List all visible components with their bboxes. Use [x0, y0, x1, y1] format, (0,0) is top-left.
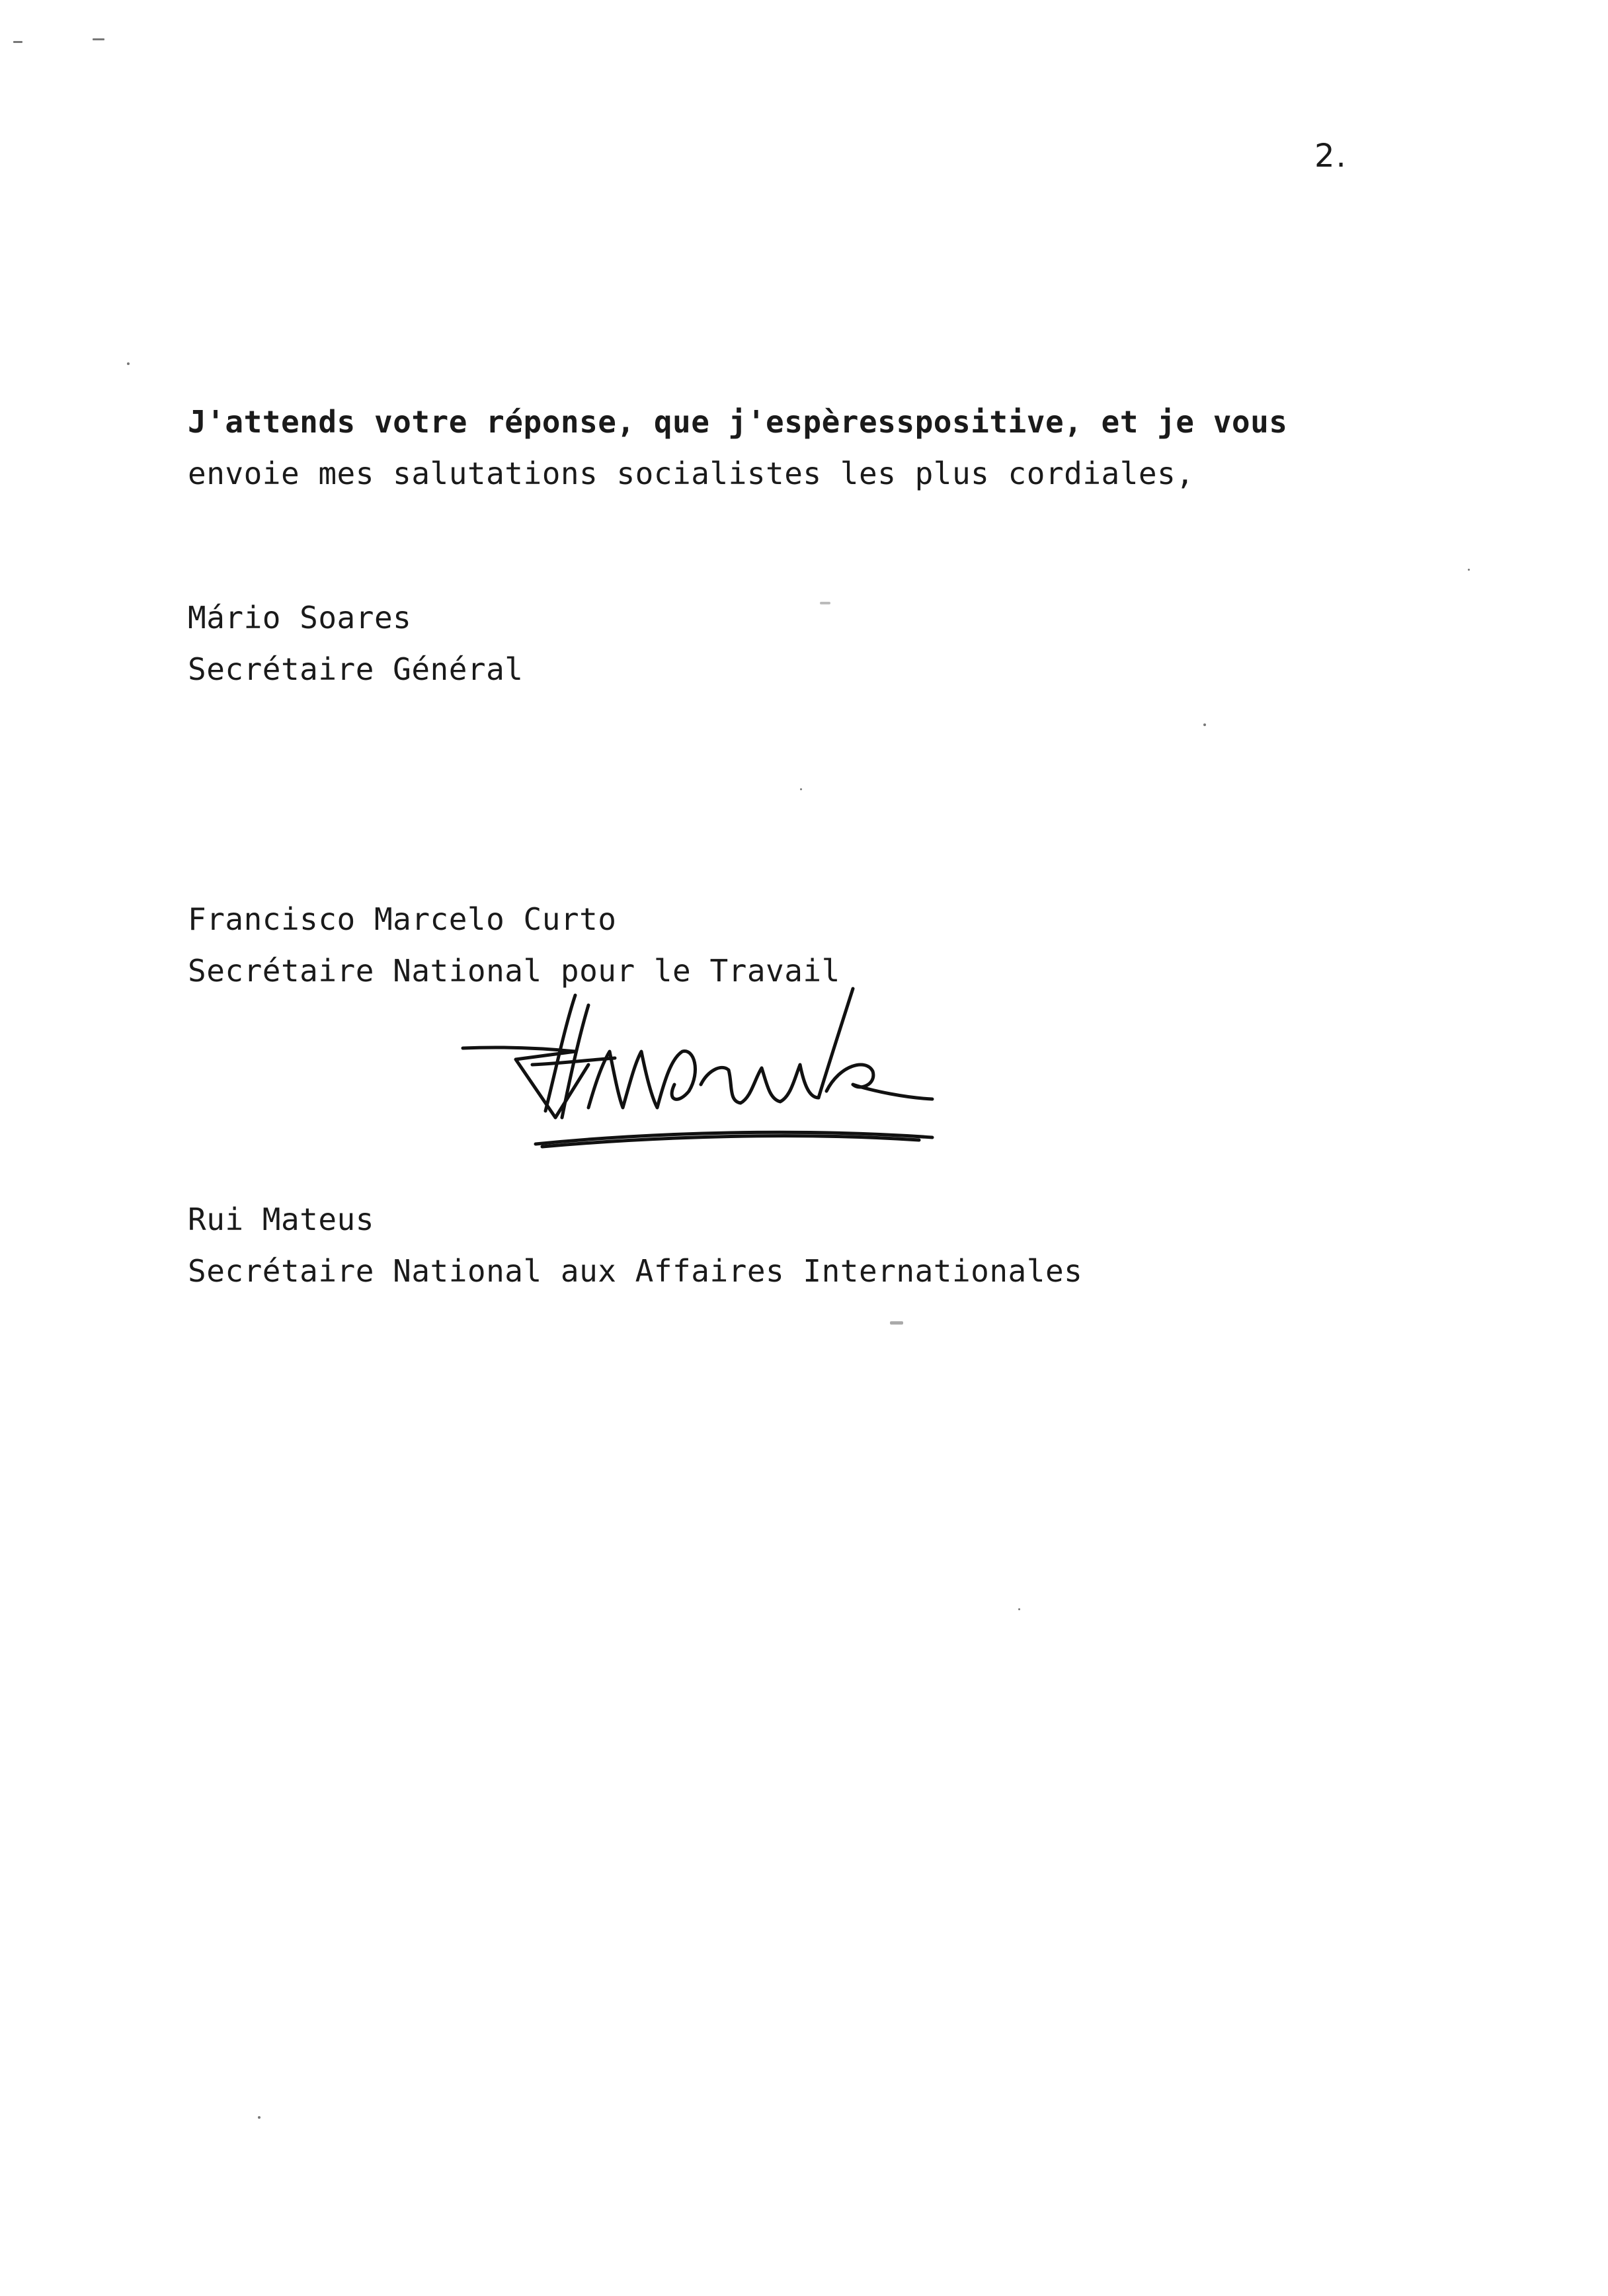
speck — [127, 362, 130, 365]
speck — [820, 602, 830, 604]
speck — [1018, 1608, 1020, 1610]
body-line-1: J'attends votre réponse, que j'espèresspositive, et je vous — [188, 404, 1288, 440]
signatory-1-name: Mário Soares — [188, 600, 412, 636]
speck — [258, 2116, 261, 2119]
speck — [1203, 723, 1206, 726]
speck — [93, 38, 104, 40]
page-number: 2. — [1314, 138, 1347, 175]
signatory-2-title: Secrétaire National pour le Travail — [188, 953, 840, 989]
body-line-2: envoie mes salutations socialistes les plus cordiales, — [188, 456, 1195, 491]
signatory-1-title: Secrétaire Général — [188, 651, 524, 687]
speck — [1468, 569, 1470, 571]
handwritten-signature — [456, 985, 945, 1170]
signatory-3-title: Secrétaire National aux Affaires Internationales — [188, 1253, 1083, 1289]
speck — [13, 41, 22, 43]
speck — [890, 1321, 903, 1325]
signatory-2-name: Francisco Marcelo Curto — [188, 901, 617, 937]
signatory-3-name: Rui Mateus — [188, 1202, 374, 1237]
speck — [800, 788, 802, 790]
